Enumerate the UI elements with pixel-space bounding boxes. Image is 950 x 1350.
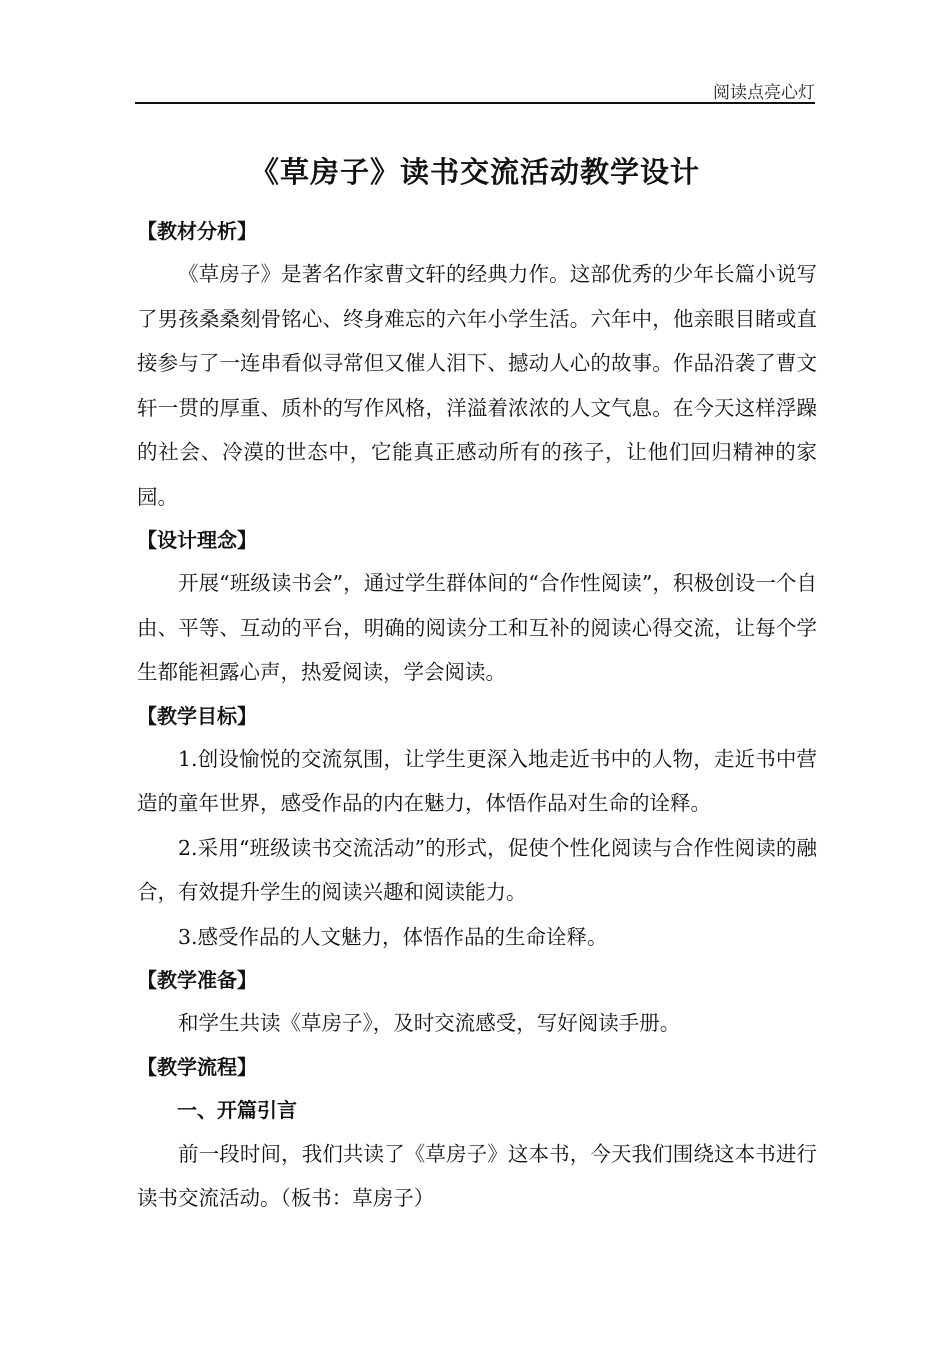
section-heading-concept: 【设计理念】 [137, 528, 257, 552]
preparation-paragraph: 和学生共读《草房子》，及时交流感受，写好阅读手册。 [178, 1011, 681, 1035]
section-heading-analysis: 【教材分析】 [137, 219, 257, 243]
process-subheading: 一、开篇引言 [177, 1097, 297, 1122]
process-paragraph: 前一段时间，我们共读了《草房子》这本书，今天我们围绕这本书进行读书交流活动。（板书：草房子） [137, 1141, 817, 1210]
section-heading-preparation: 【教学准备】 [137, 968, 257, 992]
document-title: 《草房子》读书交流活动教学设计 [249, 155, 700, 189]
section-heading-process: 【教学流程】 [137, 1054, 257, 1079]
goal-item-1: 1.创设愉悦的交流氛围，让学生更深入地走近书中的人物，走近书中营造的童年世界，感受作品的内在魅力，体悟作品对生命的诠释。 [137, 746, 817, 815]
goal-item-3: 3.感受作品的人文魅力，体悟作品的生命诠释。 [178, 924, 608, 949]
goal-item-2: 2.采用“班级读书交流活动”的形式，促使个性化阅读与合作性阅读的融合，有效提升学生的阅读兴趣和阅读能力。 [137, 835, 817, 904]
section-heading-goals: 【教学目标】 [137, 703, 257, 728]
running-header: 阅读点亮心灯 [713, 83, 815, 103]
analysis-paragraph: 《草房子》是著名作家曹文轩的经典力作。这部优秀的少年长篇小说写了男孩桑桑刻骨铭心、终身难忘的六年小学生活。六年中，他亲眼目睹或直接参与了一连串看似寻常但又催人泪下、撼动人心的故事。作品沿袭了曹文轩一贯的厚重、质朴的写作风格，洋溢着浓浓的人文气息。在今天这样浮躁的社会、冷漠的世态中，它能真正感动所有的孩子，让他们回归精神的家园。 [137, 262, 817, 509]
document-body [137, 210, 817, 1221]
concept-paragraph: 开展“班级读书会”，通过学生群体间的“合作性阅读”，积极创设一个自由、平等、互动的平台，明确的阅读分工和互补的阅读心得交流，让每个学生都能袒露心声，热爱阅读，学会阅读。 [137, 571, 817, 684]
header-divider [135, 102, 815, 104]
